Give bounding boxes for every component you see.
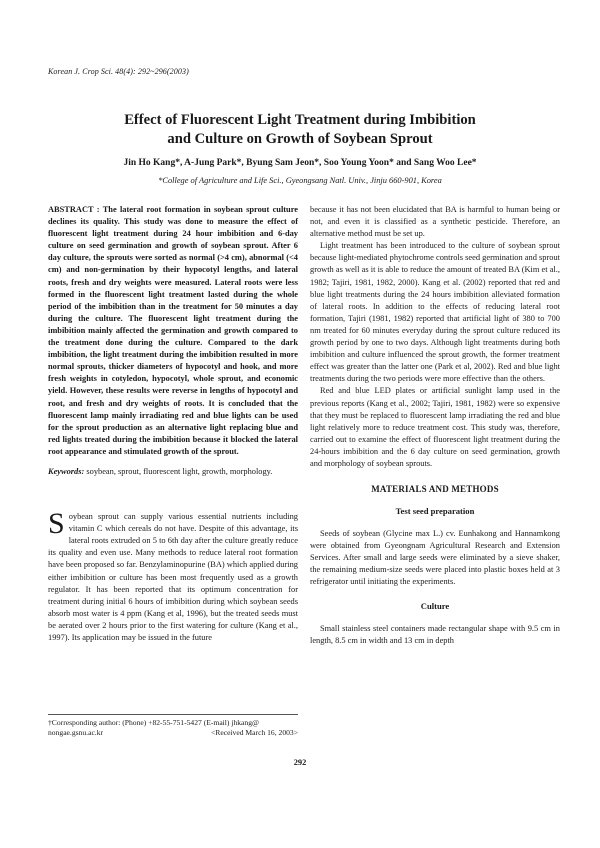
affiliation: *College of Agriculture and Life Sci., Gyeongsang Natl. Univ., Jinju 660-901, Korea bbox=[158, 176, 442, 185]
footnote-email-domain: nongae.gsnu.ac.kr bbox=[48, 728, 104, 737]
received-date: <Received March 16, 2003> bbox=[210, 728, 298, 737]
drop-cap: S bbox=[48, 507, 65, 541]
journal-reference: Korean J. Crop Sci. 48(4): 292~296(2003) bbox=[48, 67, 189, 76]
paper-title bbox=[60, 111, 540, 149]
intro-text: oybean sprout can supply various essential nutrients including vitamin C which cereals do not have. Despite of this advantage, its lateral roots extruded on 5 to 6th day after the culture greatly reduce its quality and even use. Many methods to reduce lateral root formation have been proposed so far. Benzylaminopurine (BA) which applied during either imbibition or culture has been most frequently used as a growth regulator. It has been reported that its optimum concentration for treatment during initial 6 hours of imbibition during which soybean seeds absorb most water is 4 ppm (Kang et al, 1996), but the treated seeds must be aerated over 2 hours prior to the first watering for culture (Kang et al., 1997). Its application may be issued in the future bbox=[48, 512, 298, 642]
keywords bbox=[48, 466, 298, 478]
keywords-text: soybean, sprout, fluorescent light, growth, morphology. bbox=[86, 466, 273, 476]
abstract-text: The lateral root formation in soybean sprout culture declines its quality. This study was done to measure the effect of fluorescent light treatment during 24 hour imbibition and 6-day culture on seed germination and growth of soybean sprout. After 6 day culture, the sprouts were sorted as normal (>4 cm), abnormal (<4 cm) and non-germination by their hypocotyl lengths, and lateral roots, fresh and dry weights were measured. Lateral roots were less formed in the fluorescent light treatment lasted during the whole period of the imbibition than in the treatment for 50 minutes a day during the culture. The fluorescent light treatment during the imbibition mainly affected the germination and growth compared to the treatment done during the culture. Compared to the dark imbibition, the light treatment during the imbibition resulted in more normal sprouts, thicker diameters of hypocotyl and hook, and more fresh weights in cotyledon, hypocotyl, whole sprout, and economic yield. However, these results were reverse in lengths of hypocotyl and root, and fresh and dry weights of roots. It is concluded that the fluorescent lamp mainly irradiating red and blue lights can be used for the sprout production as an alternative light replacing blue and red lights treated during the imbibition because it blocked the lateral root appearance and stimulated growth of the sprout. bbox=[48, 205, 298, 456]
footnote-line-1: †Corresponding author: (Phone) +82-55-751-5427 (E-mail) jhkang@ bbox=[48, 718, 259, 727]
subsection-heading: Culture bbox=[420, 600, 450, 611]
paragraph: Small stainless steel containers made rectangular shape with 9.5 cm in length, 8.5 cm in width and 13 cm in depth bbox=[310, 623, 560, 645]
abstract-label: ABSTRACT : bbox=[48, 205, 100, 214]
introduction bbox=[48, 507, 298, 644]
title-line-1: Effect of Fluorescent Light Treatment during Imbibition bbox=[124, 112, 476, 128]
page-number: 292 bbox=[293, 758, 307, 767]
paragraph: because it has not been elucidated that BA is harmful to human being or not, and even it is classified as a synthetic pesticide. Therefore, an alternative method must be set up. bbox=[310, 205, 560, 239]
author-list: Jin Ho Kang*, A-Jung Park*, Byung Sam Jeon*, Soo Young Yoon* and Sang Woo Lee* bbox=[123, 158, 477, 168]
footnote bbox=[48, 714, 298, 738]
keywords-label: Keywords: bbox=[48, 466, 85, 476]
paragraph: Red and blue LED plates or artificial sunlight lamp used in the previous reports (Kang et al., 2002; Tajiri, 1981, 1982) were so expensive that they must be replaced to fluorescent lamp irradiating the red and blue light relatively more to reduce treatment cost. This study was, therefore, carried out to examine the effect of fluorescent light treatment during the 24-hours imbibition and the 6 day culture on seed germination, growth and morphology of soybean sprouts. bbox=[310, 386, 560, 468]
abstract bbox=[48, 204, 298, 458]
title-line-2: and Culture on Growth of Soybean Sprout bbox=[167, 131, 433, 147]
paragraph: Seeds of soybean (Glycine max L.) cv. Eunhakong and Hannamkong were obtained from Gyeongnam Agricultural Research and Extension Services. After small and large seeds were eliminated by a sieve shaker, the remaining medium-size seeds were placed into plastic boxes held at 3 refrigerator until initiating the experiments. bbox=[310, 529, 560, 587]
right-column bbox=[310, 204, 560, 647]
left-column bbox=[48, 204, 298, 644]
section-heading: MATERIALS AND METHODS bbox=[371, 484, 499, 495]
subsection-heading: Test seed preparation bbox=[395, 506, 475, 517]
paragraph: Light treatment has been introduced to the culture of soybean sprout because light-mediated phytochrome controls seed germination and sprout growth as well as it is able to reduce the amount of treated BA (Kim et al., 1982; Tajiri, 1981, 1982, 2000). Kang et al. (2002) reported that red and blue light treatments during the 24 hours imbibition alleviated formation of lateral roots. In addition to the effects of reducing lateral root formation, Tajiri (1981, 1982) reported that artificial light of 380 to 700 nm treated for 60 minutes everyday during the sprout culture reduced its growth period by one to two days. Although light treatments during both imbibition and culture influenced the sprout growth, the former treatment effect was greater than the latter one (Park et al, 2002). Red and blue light treatments during the two periods were more effective than the others. bbox=[310, 241, 560, 384]
